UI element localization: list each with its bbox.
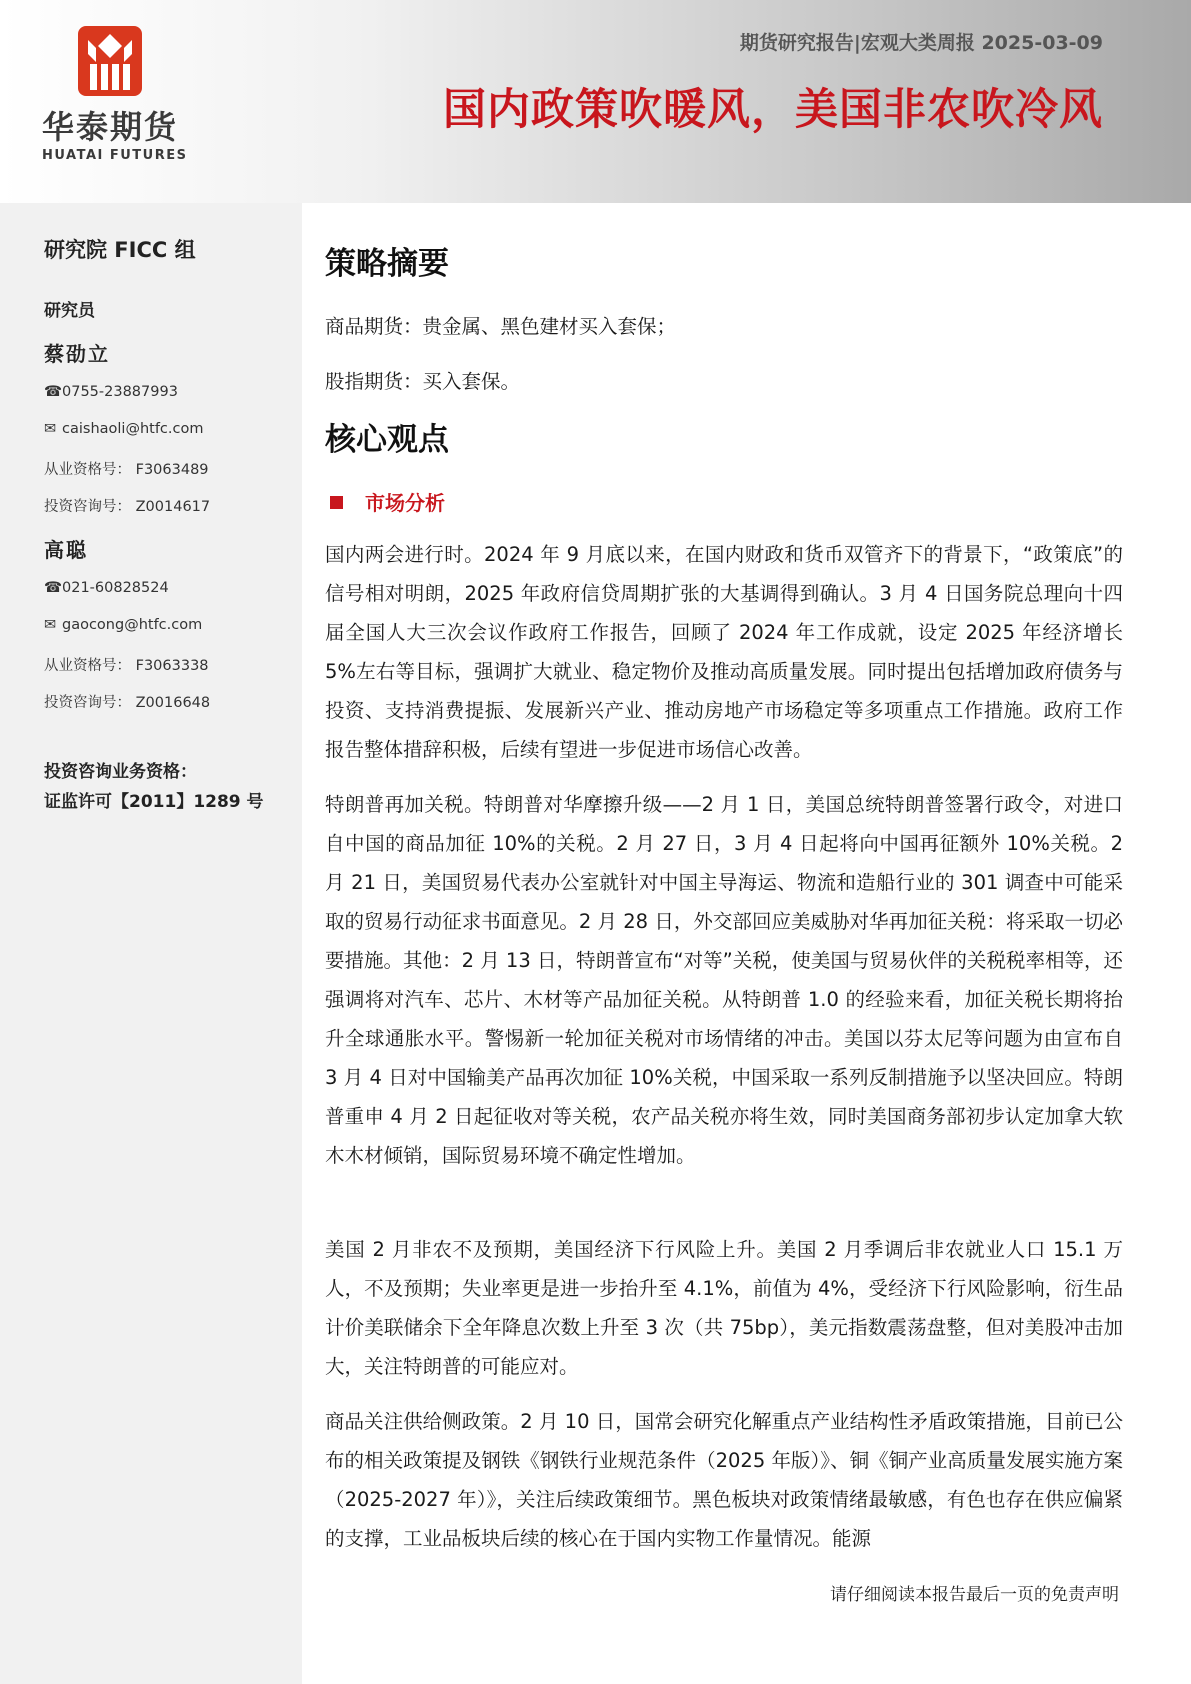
analyst-phone: ☎021-60828524 [44,580,169,596]
analyst-license: 从业资格号： F3063489 [44,462,209,478]
paragraph: 国内两会进行时。2024 年 9 月底以来，在国内财政和货币双管齐下的背景下，“政策底”的信号相对明朗，2025 年政府信贷周期扩张的大基调得到确认。3 月 4 日国务院总理向十四届全国人大三次会议作政府工作报告，回顾了 2024 年工作成就，设定 2025 年经济增长 5%左右等目标，强调扩大就业、稳定物价及推动高质量发展。同时提出包括增加政府债务与投资、支持消费提振、发展新兴产业、推动房地产市场稳定等多项重点工作措施。政府工作报告整体措辞积极，后续有望进一步促进市场信心改善。 [325,543,1123,761]
qualification-value: 证监许可【2011】1289 号 [44,792,264,812]
disclaimer-note: 请仔细阅读本报告最后一页的免责声明 [830,1585,1119,1605]
researcher-label: 研究员 [44,301,95,321]
logo-text-en: HUATAI FUTURES [42,148,188,163]
paragraph: 商品关注供给侧政策。2 月 10 日，国常会研究化解重点产业结构性矛盾政策措施，目前已公布的相关政策提及钢铁《钢铁行业规范条件（2025 年版）》、铜《铜产业高质量发展实施方案（2025-2027 年）》，关注后续政策细节。黑色板块对政策情绪最敏感，有色也存在供应偏紧的支撑，工业品板块后续的核心在于国内实物工作量情况。能源 [325,1410,1123,1550]
qualification-label: 投资咨询业务资格： [44,762,197,782]
bullet-icon [330,496,343,509]
analyst-license: 从业资格号： F3063338 [44,658,209,674]
strategy-item: 商品期货：贵金属、黑色建材买入套保； [325,315,677,338]
mail-icon: ✉ [44,421,57,437]
analyst-advisory: 投资咨询号： Z0016648 [44,695,211,711]
analyst-phone: ☎0755-23887993 [44,384,178,400]
qualification [44,757,264,817]
market-subtitle: 市场分析 [330,487,445,516]
logo-text-cn: 华泰期货 [42,108,179,146]
analyst-email[interactable]: ✉ caishaoli@htfc.com [44,421,204,437]
phone-icon: ☎ [44,580,63,596]
mail-icon: ✉ [44,617,57,633]
analyst-name: 高聪 [44,538,88,562]
strategy-title: 策略摘要 [325,246,449,282]
analyst-name: 蔡劭立 [44,342,110,366]
research-group: 研究院 FICC 组 [44,238,196,262]
analyst-email[interactable]: ✉ gaocong@htfc.com [44,617,203,633]
phone-icon: ☎ [44,384,63,400]
analyst-advisory: 投资咨询号： Z0014617 [44,499,211,515]
company-logo [40,26,190,166]
paragraph: 美国 2 月非农不及预期，美国经济下行风险上升。美国 2 月季调后非农就业人口 15.1 万人，不及预期；失业率更是进一步抬升至 4.1%，前值为 4%，受经济下行风险影响，衍生品计价美联储余下全年降息次数上升至 3 次（共 75bp），美元指数震荡盘整，但对美股冲击加大，关注特朗普的可能应对。 [325,1238,1123,1378]
report-meta: 期货研究报告|宏观大类周报 2025-03-09 [739,32,1103,54]
core-title: 核心观点 [325,422,449,458]
huatai-logo-icon [78,26,142,96]
report-header [0,0,1191,203]
report-title: 国内政策吹暖风，美国非农吹冷风 [443,85,1103,135]
strategy-item: 股指期货：买入套保。 [325,370,521,393]
paragraph: 特朗普再加关税。特朗普对华摩擦升级——2 月 1 日，美国总统特朗普签署行政令，对进口自中国的商品加征 10%的关税。2 月 27 日，3 月 4 日起将向中国再征额外 10%关税。2 月 21 日，美国贸易代表办公室就针对中国主导海运、物流和造船行业的 301 调查中可能采取的贸易行动征求书面意见。2 月 28 日，外交部回应美威胁对华再加征关税：将采取一切必要措施。其他：2 月 13 日，特朗普宣布“对等”关税，使美国与贸易伙伴的关税税率相等，还强调将对汽车、芯片、木材等产品加征关税。从特朗普 1.0 的经验来看，加征关税长期将抬升全球通胀水平。警惕新一轮加征关税对市场情绪的冲击。美国以芬太尼等问题为由宣布自 3 月 4 日对中国输美产品再次加征 10%关税，中国采取一系列反制措施予以坚决回应。特朗普重申 4 月 2 日起征收对等关税，农产品关税亦将生效，同时美国商务部初步认定加拿大软木木材倾销，国际贸易环境不确定性增加。 [325,793,1123,1167]
